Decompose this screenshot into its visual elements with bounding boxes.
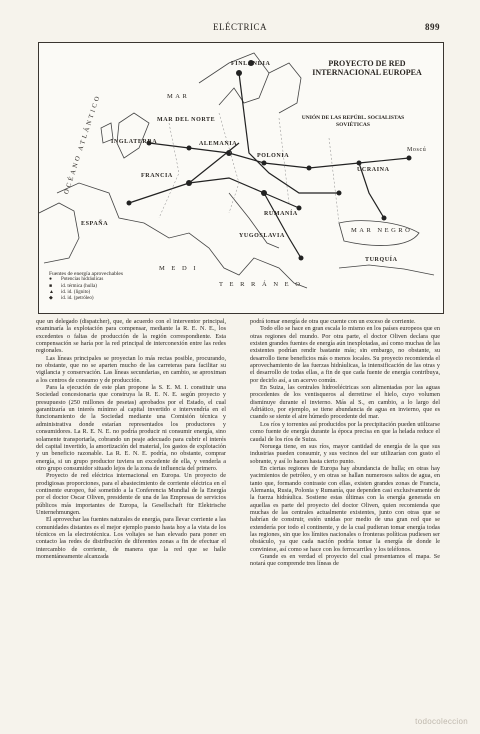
paragraph: Los ríos y torrentes así producidos por la precipitación pueden utilizarse como fuente de energía durante la época precisa en que la helada reduce el caudal de los ríos de Suiza. [250, 420, 440, 443]
paragraph: que un delegado (dispatcher), que, de acuerdo con el interventor principal, examinaría la explotación para compensar, mediante la R. E. N. E., los excedentes o faltas de producción de la región correspondiente. Esta compensación se haría por la red principal de interconexión entre las redes regionales. [36, 318, 226, 355]
paragraph: El aprovechar las fuentes naturales de energía, para llevar corriente a las comunidades distantes es el mejor ejemplo puesto hasta hoy a la vista de los técnicos en la electrotécnica. Los voltajes se han elevado para poner en contacto las redes de distribución de diferentes zonas a fin de efectuar el intercambio de corriente, de manera que la red que se halle momentáneamente alcanzada [36, 516, 226, 560]
label-mediterraneo-1: M E D I [159, 265, 198, 272]
diamond-icon: ◆ [49, 296, 53, 302]
map-legend [49, 271, 123, 302]
label-oceano: OCÉANO ATLÁNTICO [63, 93, 103, 196]
label-mar-del-norte: MAR DEL NORTE [157, 117, 216, 123]
paragraph: Las líneas principales se proyectan lo más rectas posible, procurando, no obstante, que no se aparten mucho de las carreteras para facilitar su vigilancia y conservación. Las líneas secundarias, en cambio, se aproximan a los centros de consumo y de producción. [36, 354, 226, 384]
page-number: 899 [425, 22, 440, 32]
running-title: ELÉCTRICA [213, 22, 267, 32]
paragraph: En ciertas regiones de Europa hay abundancia de hulla; en otras hay yacimientos de petróleo, y en otras se hallan numerosos saltos de agua, en tanto que, formando contraste con ellas, existen grandes zonas de Francia, Alemania, Rusia, Polonia y Rumanía, que dependen casi exclusivamente de la fuerza hidráulica. Sostiene estas últimas con la energía generada en aquellas es parte del proyecto del doctor Oliven, quien recomienda que muchas de las centrales actualmente existentes, junto con otras que se habrían de construir, estén unidas por medio de una gran red que se extendería por todo el continente, y de la cual pudieran tomar energía todas las regiones, sin que los límites nacionales o fronteras políticas pudiesen ser obstáculo, ya que cada nación podría tomar la energía de donde le conviniese, así como se hace con los ferrocarriles y los teléfonos. [250, 464, 440, 553]
paragraph: Noruega tiene, en sus ríos, mayor cantidad de energía de la que sus industrias pueden consumir, y sus vecinos del sur utilizarían con gusto el sobrante, y así lo hacen hasta cierto punto. [250, 442, 440, 465]
europe-network-map [38, 42, 444, 314]
legend-item: id. id. (lignito) [61, 289, 91, 295]
paragraph: Proyecto de red eléctrica internacional en Europa. Un proyecto de prodigiosas proporciones, para el abastecimiento de corriente eléctrica en el continente europeo, fué sometido a la Conferencia Mundial de la Energía por el doctor Oscar Oliven, presidente de una de las Empresas de servicios públicos más importantes de Europa, la Gesellschaft für Elektrische Unternehmungen. [36, 472, 226, 516]
label-francia: FRANCIA [141, 173, 173, 179]
legend-item: id. térmica (hulla) [61, 283, 97, 289]
label-turquia: TURQUÍA [365, 257, 398, 263]
map-title: PROYECTO DE RED INTERNACIONAL EUROPEA [312, 59, 422, 77]
label-mediterraneo-2: T E R R Á N E O [219, 281, 303, 288]
map-subtitle: UNIÓN DE LAS REPÚBL. SOCIALISTAS SOVIÉTICAS [301, 115, 405, 128]
label-mar-negro: MAR NEGRO [351, 227, 413, 234]
label-polonia: POLONIA [257, 153, 290, 159]
label-rumania: RUMANÍA [264, 211, 298, 217]
paragraph: Para la ejecución de este plan propone la S. E. M. I. constituir una Sociedad concesionaria que construya la R. E. N. E. según proyecto y presupuesto (250 millones de pesetas) aprobados por el Estado, el cual garantizaría un interés mínimo al capital invertido e intervendría en el funcionamiento de la Sociedad mediante una Comisión técnica y administrativa donde estarían representados los productores y consumidores. La R. E. N. E. no podría producir ni consumir energía, sino solamente transportarla, cobrando un peaje adecuado para cubrir el interés del capital invertido, la amortización del material, los gastos de explotación y un beneficio razonable. La R. E. N. E. podría, no obstante, comprar energía, si un grupo productor tuviera un excedente de ella, y venderla a otro grupo consumidor situado lejos de la zona de influencia del primero. [36, 384, 226, 472]
watermark: todocoleccion [415, 717, 468, 726]
triangle-icon: ▲ [49, 289, 54, 295]
circle-icon: ● [49, 277, 53, 283]
label-finlandia: FINLANDIA [231, 61, 271, 67]
paragraph: podrá tomar energía de otra que cuente con un exceso de corriente. [250, 318, 416, 325]
page-header [40, 22, 440, 36]
legend-title: Fuentes de energía aprovechables [49, 271, 123, 277]
paragraph: En Suiza, las centrales hidroeléctricas son alimentadas por las aguas procedentes de los ventisqueros al derretirse el hielo, cuyo volumen disminuye durante el invierno. Más al S., en cambio, a lo largo del Adriático, por ejemplo, se tiene abundancia de agua en invierno, que es cuando se siente el aire húmedo procedente del mar. [250, 384, 440, 421]
legend-item: Potencias hidráulicas [61, 277, 104, 283]
label-inglaterra: INGLATERRA [111, 139, 158, 145]
left-column [36, 318, 226, 722]
label-ucraina: UCRAINA [357, 167, 390, 173]
square-icon: ■ [49, 283, 53, 289]
label-espana: ESPAÑA [81, 221, 109, 227]
label-alemania: ALEMANIA [199, 141, 238, 147]
legend-item: id. id. (petróleo) [61, 296, 94, 302]
paragraph: Todo ello se hace en gran escala lo mismo en los países europeos que en otras regiones del mundo. Por otra parte, el doctor Oliven declara que existen grandes fuentes de energía aún inexplotadas, así como muchas de las existentes podrían rendir bastante más; sin embargo, no obstante, su desarrollo tiene beneficios más o menos locales. Su proyecto recomienda el aprovechamiento de las fuerzas hidráulicas, la intensificación de las otras y el desarrollo de todas ellas, a fin de que cada fuente de energía contribuya, por decirlo así, a un acervo común. [250, 325, 440, 384]
right-column [250, 318, 440, 722]
label-mar: MAR [167, 93, 190, 100]
label-yugoslavia: YUGOSLAVIA [239, 233, 285, 239]
paragraph: Grande es en verdad el proyecto del cual presentamos el mapa. Se notará que comprende tres líneas de [250, 553, 440, 568]
label-moscu: Moscú [407, 147, 427, 153]
